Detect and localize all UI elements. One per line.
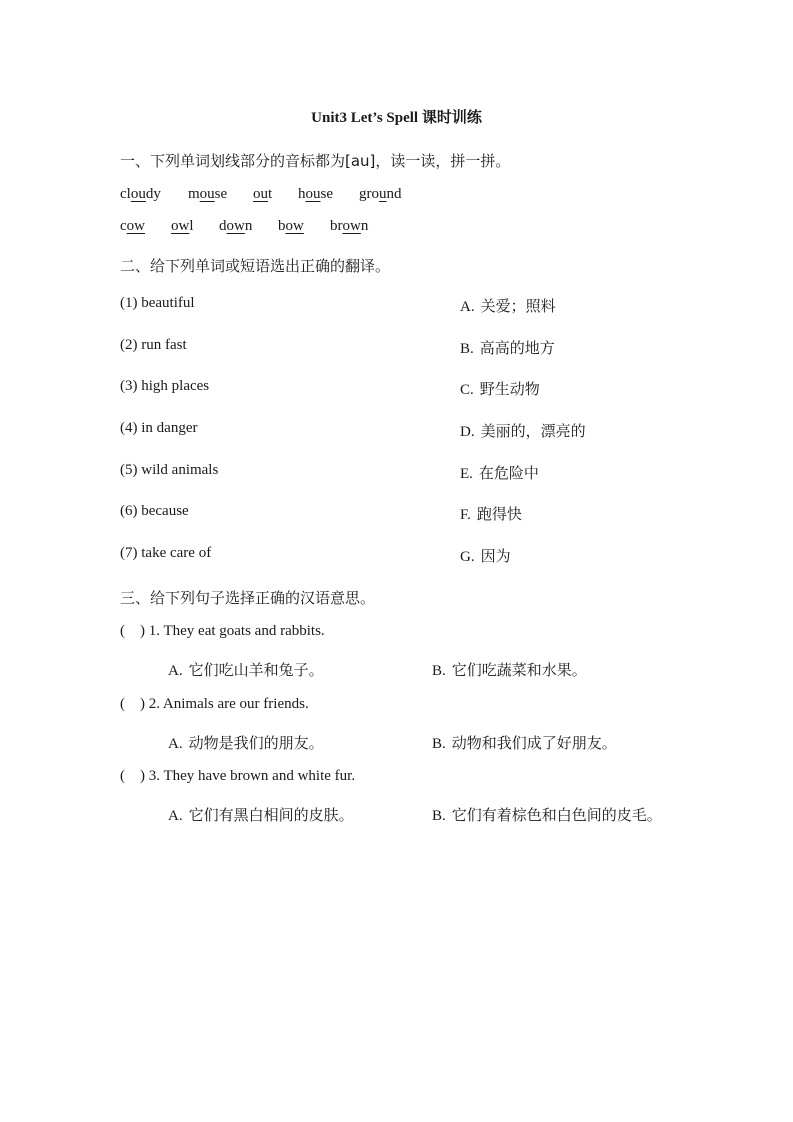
option-letter: C. — [460, 382, 474, 398]
choice-a — [168, 659, 324, 680]
word-part: b — [278, 218, 286, 234]
word-part: m — [188, 186, 200, 202]
word-part: gro — [359, 186, 379, 202]
word-part: se — [214, 186, 228, 202]
vocab-item: (1) beautiful — [120, 295, 195, 311]
translation-option — [460, 378, 540, 399]
word-brown — [330, 218, 368, 235]
option-text: 高高的地方 — [479, 339, 555, 357]
translation-option — [460, 337, 555, 358]
option-text: 动物和我们成了好朋友。 — [451, 734, 617, 752]
word-part: dy — [145, 186, 161, 202]
word-ground — [359, 186, 402, 203]
option-letter: G. — [460, 549, 475, 565]
underlined-part: ow — [126, 218, 146, 234]
underlined-part: ow — [171, 218, 190, 234]
word-part: br — [330, 218, 343, 234]
word-part: c — [120, 218, 127, 234]
word-part: se — [320, 186, 333, 202]
word-out — [253, 186, 272, 203]
word-part: n — [244, 218, 253, 234]
translation-option — [460, 295, 556, 316]
word-house — [298, 186, 333, 203]
option-letter: A. — [168, 808, 183, 824]
option-letter: B. — [432, 736, 446, 752]
option-text: 在危险中 — [478, 464, 539, 482]
underlined-part: ow — [285, 218, 304, 234]
word-cloudy — [120, 186, 161, 203]
option-letter: A. — [168, 736, 183, 752]
choice-a — [168, 732, 324, 753]
question-prompt: ( ) 2. Animals are our friends. — [120, 696, 309, 712]
option-text: 跑得快 — [476, 505, 522, 523]
option-text: 因为 — [480, 547, 511, 565]
underlined-part: ou — [199, 186, 215, 202]
option-text: 它们有黑白相间的皮肤。 — [188, 806, 354, 824]
question-prompt: ( ) 3. They have brown and white fur. — [120, 768, 356, 784]
option-text: 它们有着棕色和白色间的皮毛。 — [451, 806, 662, 824]
choice-b — [432, 732, 617, 753]
option-letter: F. — [460, 507, 471, 523]
word-part: d — [219, 218, 227, 234]
word-part: cl — [120, 186, 131, 202]
word-bow — [278, 218, 304, 235]
underlined-part: ou — [305, 186, 321, 202]
option-letter: A. — [168, 663, 183, 679]
option-letter: E. — [460, 466, 473, 482]
question-prompt: ( ) 1. They eat goats and rabbits. — [120, 623, 325, 639]
word-part: l — [189, 218, 194, 234]
vocab-item: (6) because — [120, 503, 189, 519]
vocab-item: (5) wild animals — [120, 462, 219, 478]
underlined-part: ou — [130, 186, 146, 202]
option-letter: A. — [460, 299, 475, 315]
choice-b — [432, 804, 662, 825]
option-text: 动物是我们的朋友。 — [188, 734, 324, 752]
underlined-part: ow — [226, 218, 245, 234]
underlined-part: ow — [342, 218, 361, 234]
option-text: 它们吃山羊和兔子。 — [188, 661, 324, 679]
word-part: t — [268, 186, 273, 202]
option-text: 关爱；照料 — [480, 297, 556, 315]
word-part: n — [360, 218, 369, 234]
translation-option — [460, 503, 522, 524]
section1-heading: 一、下列单词划线部分的音标都为[au]，读一读，拼一拼。 — [120, 152, 511, 170]
word-cow — [120, 218, 145, 235]
word-mouse — [188, 186, 227, 203]
option-letter: B. — [432, 663, 446, 679]
underlined-part: ou — [253, 186, 268, 202]
option-text: 野生动物 — [479, 380, 540, 398]
word-part: nd — [386, 186, 402, 202]
vocab-item: (2) run fast — [120, 337, 187, 353]
vocab-item: (3) high places — [120, 378, 210, 394]
option-letter: B. — [432, 808, 446, 824]
word-down — [219, 218, 252, 235]
vocab-item: (4) in danger — [120, 420, 198, 436]
option-text: 它们吃蔬菜和水果。 — [451, 661, 587, 679]
option-letter: B. — [460, 341, 474, 357]
choice-b — [432, 659, 587, 680]
translation-option — [460, 462, 539, 483]
word-owl — [171, 218, 194, 235]
word-part: h — [298, 186, 306, 202]
underlined-part: u — [379, 186, 387, 202]
section3-heading: 三、给下列句子选择正确的汉语意思。 — [120, 589, 376, 607]
option-letter: D. — [460, 424, 475, 440]
translation-option — [460, 545, 511, 566]
section2-heading: 二、给下列单词或短语选出正确的翻译。 — [120, 257, 391, 275]
vocab-item: (7) take care of — [120, 545, 212, 561]
translation-option — [460, 420, 586, 441]
page-title: Unit3 Let’s Spell 课时训练 — [311, 110, 482, 126]
choice-a — [168, 804, 354, 825]
option-text: 美丽的，漂亮的 — [480, 422, 586, 440]
